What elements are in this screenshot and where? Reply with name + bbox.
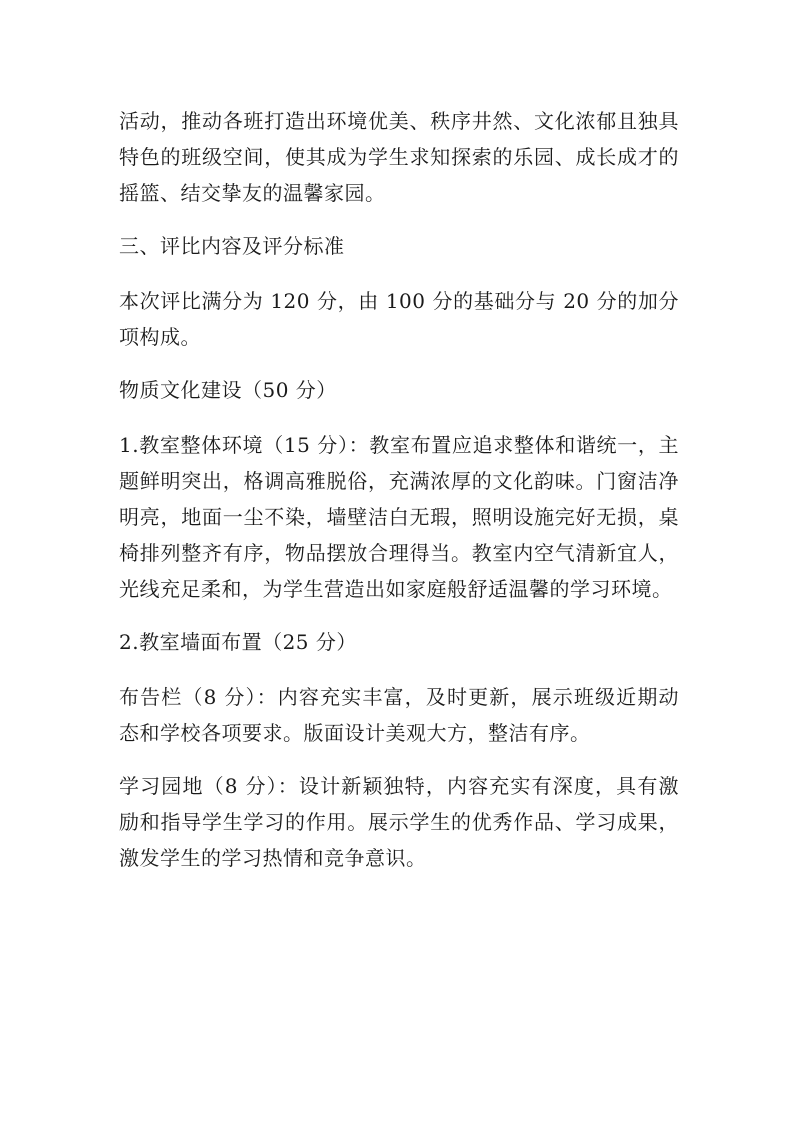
study-corner-paragraph: 学习园地（8 分）：设计新颖独特，内容充实有深度，具有激励和指导学生学习的作用。展示学生的优秀作品、学习成果，激发学生的学习热情和竞争意识。 — [119, 774, 679, 870]
document-body — [119, 103, 679, 893]
score-total-paragraph: 本次评比满分为 120 分，由 100 分的基础分与 20 分的加分项构成。 — [119, 289, 679, 349]
wall-layout-heading: 2.教室墙面布置（25 分） — [119, 630, 357, 654]
subsection-heading: 物质文化建设（50 分） — [119, 378, 337, 402]
bulletin-board-paragraph: 布告栏（8 分）：内容充实丰富，及时更新，展示班级近期动态和学校各项要求。版面设计美观大方，整洁有序。 — [119, 685, 679, 745]
intro-paragraph: 活动，推动各班打造出环境优美、秩序井然、文化浓郁且独具特色的班级空间，使其成为学生求知探索的乐园、成长成才的摇篮、结交挚友的温馨家园。 — [119, 109, 679, 205]
section-heading: 三、评比内容及评分标准 — [119, 234, 345, 258]
classroom-environment-paragraph: 1.教室整体环境（15 分）：教室布置应追求整体和谐统一，主题鲜明突出，格调高雅脱俗，充满浓厚的文化韵味。门窗洁净明亮，地面一尘不染，墙壁洁白无瑕，照明设施完好无损，桌椅排列整齐有序，物品摆放合理得当。教室内空气清新宜人，光线充足柔和，为学生营造出如家庭般舒适温馨的学习环境。 — [119, 433, 679, 601]
